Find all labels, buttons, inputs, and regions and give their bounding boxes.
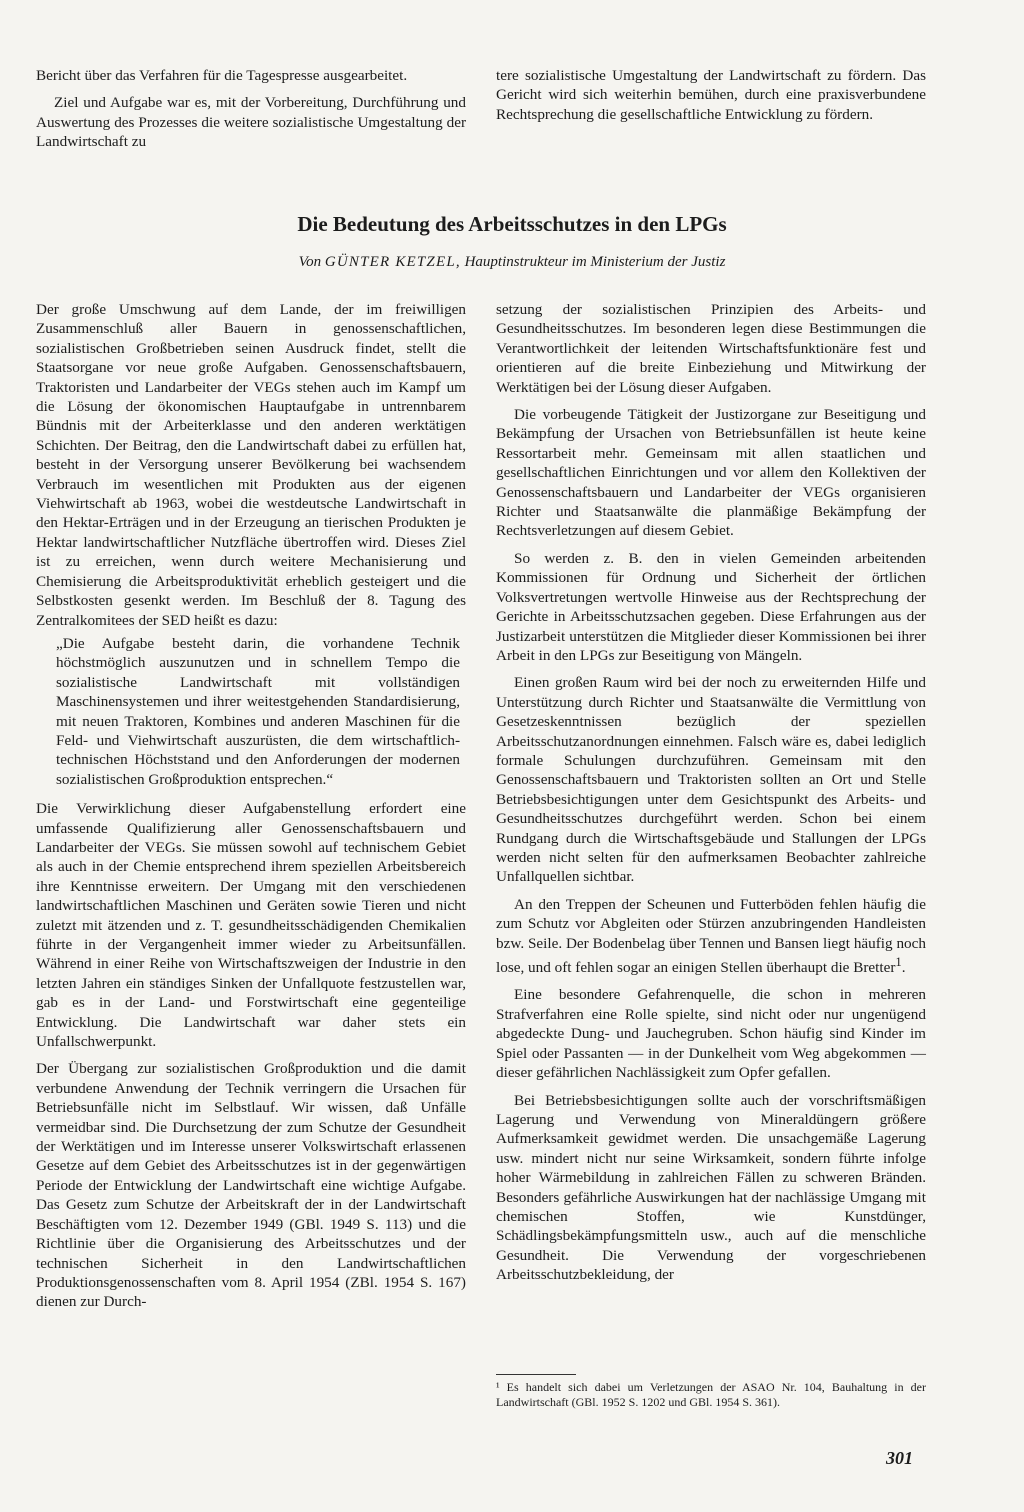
byline-author: GÜNTER KETZEL, [324,254,461,270]
article-byline [0,254,1024,271]
top-left-paragraph-1: Bericht über das Verfahren für die Tagespresse ausgearbeitet. [36,67,408,84]
right-paragraph-5-end: . [901,959,906,977]
footnote-divider [496,1374,576,1375]
article-left-column [36,300,466,1320]
top-left-paragraph-2: Ziel und Aufgabe war es, mit der Vorbereitung, Durchführung und Auswertung des Prozesses die weitere sozialistische Umgestaltung der Landwirtschaft zu [36,94,466,151]
top-right-paragraph-1: tere sozialistische Umgestaltung der Landwirtschaft zu fördern. Das Gericht wird sich weiterhin bemühen, durch eine praxisverbundene Rechtsprechung die gesellschaftliche Entwicklung zu fördern. [496,67,926,123]
left-paragraph-3: Der Übergang zur sozialistischen Großproduktion und die damit verbundene Anwendung der Technik verringern die Ursachen für Betriebsunfälle nicht im Selbstlauf. Wir wissen, daß Unfälle vermeidbar sind. Die Durchsetzung der zum Schutze der Gesundheit der Werktätigen und im Interesse unserer Volkswirtschaft erlassenen Gesetze auf dem Gebiet des Arbeitsschutzes ist in der gegenwärtigen Periode der Entwicklung der Landwirtschaft eine wichtige Aufgabe. Das Gesetz zum Schutze der Arbeitskraft der in der Landwirtschaft Beschäftigten vom 12. Dezember 1949 (GBl. 1949 S. 113) und die Richtlinie über die Organisierung des Arbeitsschutzes und der technischen Sicherheit in den Landwirtschaftlichen Produktionsgenossenschaften vom 8. April 1954 (ZBl. 1954 S. 167) dienen zur Durch- [36,1060,466,1311]
article-title: Die Bedeutung des Arbeitsschutzes in den LPGs [297,212,727,236]
article-right-column [496,300,926,1293]
right-paragraph-2: Die vorbeugende Tätigkeit der Justizorgane zur Beseitigung und Bekämpfung der Ursachen von Betriebsunfällen ist heute keine Ressortarbeit mehr. Gemeinsam mit allen staatlichen und gesellschaftlichen Einrichtungen und vor allem den Kollektiven der Genossenschaftsbauern und Landarbeiter der VEGs organisieren Richter und Staatsanwälte die planmäßige Bekämpfung der Rechtsverletzungen auf diesem Gebiet. [496,406,926,540]
right-paragraph-4: Einen großen Raum wird bei der noch zu erweiternden Hilfe und Unterstützung durch Richter und Staatsanwälte die Vermittlung von Gesetzeskenntnissen bezüglich der speziellen Arbeitsschutzanordnungen einnehmen. Falsch wäre es, dabei lediglich formale Schulungen durchzuführen. Gemeinsam mit den Genossenschaftsbauern und Traktoristen sollten an Ort und Stelle Betriebsbesichtigungen unter dem Gesichtspunkt des Arbeits- und Gesundheitsschutzes durchgeführt werden. Schon bei einem Rundgang durch die Wirtschaftsgebäude und Stallungen der LPGs werden nicht selten für den aufmerksamen Beobachter zahlreiche Unfallquellen sichtbar. [496,674,926,886]
top-right-column [496,66,926,132]
top-left-column [36,66,466,160]
page-number: 301 [886,1448,913,1468]
right-paragraph-6: Eine besondere Gefahrenquelle, die schon in mehreren Strafverfahren eine Rolle spielte, sind nicht oder nur ungenügend abgedeckte Dung- und Jauchegruben. Schon häufig sind Kinder im Spiel oder Passanten — in der Dunkelheit vom Weg abgekommen — dieser gefährlichen Nachlässigkeit zum Opfer gefallen. [496,986,926,1082]
footnote: ¹ Es handelt sich dabei um Verletzungen der ASAO Nr. 104, Bauhaltung in der Landwirtschaft (GBl. 1952 S. 1202 und GBl. 1954 S. 361). [496,1380,926,1409]
right-paragraph-7: Bei Betriebsbesichtigungen sollte auch der vorschriftsmäßigen Lagerung und Verwendung von Mineraldüngern größere Aufmerksamkeit gewidmet werden. Die unsachgemäße Lagerung usw. mindert nicht nur seine Wirksamkeit, sondern führte infolge hoher Wärmebildung in zahlreichen Fällen zu schweren Bränden. Besonders gefährliche Auswirkungen hat der nachlässige Umgang mit chemischen Stoffen, wie Kunstdünger, Schädlingsbekämpfungsmitteln usw., auch auf die menschliche Gesundheit. Die Verwendung der vorgeschriebenen Arbeitsschutzbekleidung, der [496,1091,926,1284]
right-paragraph-5-text: An den Treppen der Scheunen und Futterböden fehlen häufig die zum Schutz vor Abgleiten oder Stürzen anzubringenden Handleisten bzw. Seile. Der Bodenbelag über Tennen und Bansen liegt häufig noch lose, und oft fehlen sogar an einigen Stellen überhaupt die Bretter [496,895,926,977]
left-paragraph-2: Die Verwirklichung dieser Aufgabenstellung erfordert eine umfassende Qualifizierung aller Genossenschaftsbauern und Landarbeiter der VEGs. Sie müssen sowohl auf technischem Gebiet als auch in der Chemie entsprechend ihrem speziellen Arbeitsbereich ihre Kenntnisse erweitern. Der Umgang mit den verschiedenen landwirtschaftlichen Maschinen und Geräten sowie Tieren und nicht zuletzt mit ätzenden und z. T. gesundheitsschädigenden Chemikalien führte in der Vergangenheit immer wieder zu Arbeitsunfällen. Während in einer Reihe von Wirtschaftszweigen der Industrie in den letzten Jahren ein ständiges Sinken der Unfallquote festzustellen war, gab es in der Land- und Forstwirtschaft eine gegenteilige Entwicklung. Die Landwirtschaft war daher stets ein Unfallschwerpunkt. [36,800,466,1051]
left-paragraph-1: Der große Umschwung auf dem Lande, der im freiwilligen Zusammenschluß aller Bauern in genossenschaftlichen, sozialistischen Großbetrieben seinen Ausdruck findet, stellt die Staatsorgane vor neue große Aufgaben. Genossenschaftsbauern, Traktoristen und Landarbeiter der VEGs stehen auch im Kampf um die Lösung der ökonomischen Hauptaufgabe in untrennbarem Bündnis mit der Arbeiterklasse und den anderen werktätigen Schichten. Der Beitrag, den die Landwirtschaft dabei zu erfüllen hat, besteht in der Versorgung unserer Bevölkerung bei wachsendem Verbrauch im wesentlichen mit Produkten aus der eigenen Viehwirtschaft ab 1963, wobei die westdeutsche Landwirtschaft in den Hektar-Erträgen und in der Erzeugung an tierischen Produkten je Hektar landwirtschaftlicher Nutzfläche übertroffen wird. Dieses Ziel ist zu erreichen, wenn durch weitere Mechanisierung und Chemisierung die Arbeitsproduktivität erheblich gesteigert und die Selbstkosten gesenkt werden. Im Beschluß der 8. Tagung des Zentralkomitees der SED heißt es dazu: [36,301,466,629]
block-quote [36,634,466,789]
right-paragraph-1: setzung der sozialistischen Prinzipien des Arbeits- und Gesundheitsschutzes. Im besonderen legen diese Bestimmungen die Verantwortlichkeit der leitenden Wirtschaftsfunktionäre fest und orientieren auf die breite Einbeziehung und Mitwirkung der Werktätigen bei der Lösung dieser Aufgaben. [496,301,926,396]
block-quote-text: „Die Aufgabe besteht darin, die vorhandene Technik höchstmöglich auszunutzen und in schnellem Tempo die sozialistische Landwirtschaft mit vollständigen Maschinensystemen und ihrer weitestgehenden Standardisierung, mit neuen Traktoren, Kombines und anderen Maschinen für die Feld- und Viehwirtschaft auszurüsten, die dem wirtschaftlich-technischen Höchststand und den Anforderungen der modernen sozialistischen Großproduktion entsprechen.“ [56,634,460,788]
right-paragraph-3: So werden z. B. den in vielen Gemeinden arbeitenden Kommissionen für Ordnung und Sicherheit der örtlichen Volksvertretungen wertvolle Hinweise aus der Rechtsprechung der Gerichte in Arbeitsschutzsachen gegeben. Diese Erfahrungen aus der Justizarbeit unterstützen die Mitglieder dieser Kommissionen bei ihrer Arbeit in den LPGs zur Beseitigung von Mängeln. [496,549,926,664]
byline-author-role: Hauptinstrukteur im Ministerium der Justiz [464,254,726,270]
byline-prefix: Von [298,254,322,270]
footnote-reference: 1 [895,955,902,969]
right-paragraph-5 [496,895,926,978]
